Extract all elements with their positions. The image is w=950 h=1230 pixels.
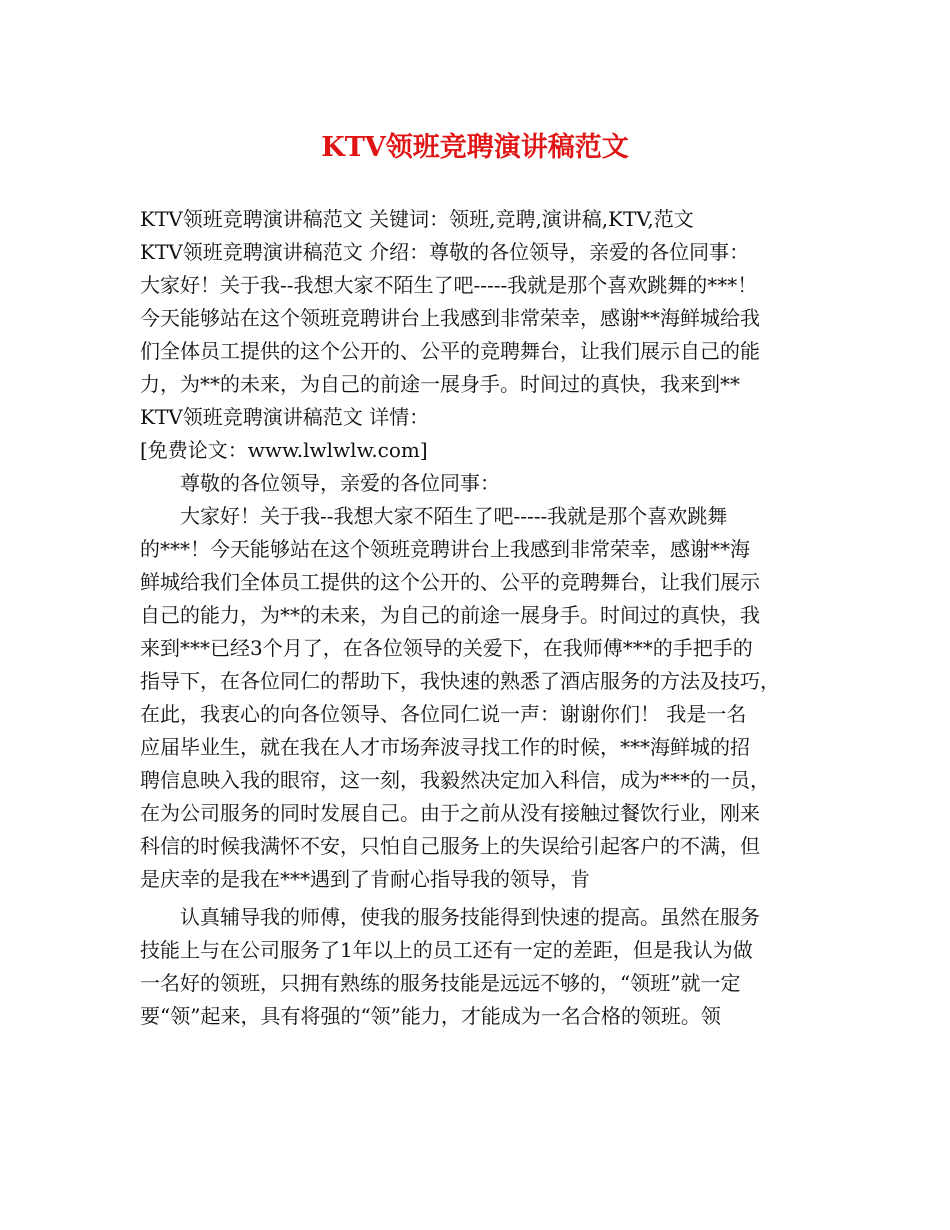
- text-line: 在为公司服务的同时发展自己。由于之前从没有接触过餐饮行业，刚来: [140, 801, 760, 825]
- text-line: 在此，我衷心的向各位领导、各位同仁说一声：谢谢你们！ 我是一名: [140, 702, 747, 726]
- text-line: 技能上与在公司服务了1年以上的员工还有一定的差距，但是我认为做: [140, 938, 753, 962]
- text-line: 的***！今天能够站在这个领班竞聘讲台上我感到非常荣幸，感谢**海: [140, 537, 750, 561]
- text-line: 们全体员工提供的这个公开的、公平的竞聘舞台，让我们展示自己的能: [140, 339, 760, 363]
- text-line: 大家好！关于我--我想大家不陌生了吧-----我就是那个喜欢跳舞的***！: [140, 273, 758, 297]
- text-line: 鲜城给我们全体员工提供的这个公开的、公平的竞聘舞台，让我们展示: [140, 570, 760, 594]
- text-line: 是庆幸的是我在***遇到了肯耐心指导我的领导，肯: [140, 867, 590, 891]
- document-body: [140, 203, 812, 1033]
- text-line: 尊敬的各位领导，亲爱的各位同事：: [180, 471, 500, 495]
- text-line: 大家好！关于我--我想大家不陌生了吧-----我就是那个喜欢跳舞: [180, 504, 728, 528]
- text-line: 今天能够站在这个领班竞聘讲台上我感到非常荣幸，感谢**海鲜城给我: [140, 306, 760, 330]
- text-line: 要“领”起来，具有将强的“领”能力，才能成为一名合格的领班。领: [140, 1004, 721, 1028]
- text-line: KTV领班竞聘演讲稿范文 关键词：领班,竞聘,演讲稿,KTV,范文: [140, 207, 694, 231]
- text-line: 力，为**的未来，为自己的前途一展身手。时间过的真快，我来到**: [140, 372, 740, 396]
- text-line: 指导下，在各位同仁的帮助下，我快速的熟悉了酒店服务的方法及技巧，: [140, 669, 780, 693]
- text-line: 科信的时候我满怀不安，只怕自己服务上的失误给引起客户的不满，但: [140, 834, 760, 858]
- text-line: 自己的能力，为**的未来，为自己的前途一展身手。时间过的真快，我: [140, 603, 760, 627]
- text-line: [免费论文：www.lwlwlw.com]: [140, 438, 428, 462]
- text-line: 认真辅导我的师傅，使我的服务技能得到快速的提高。虽然在服务: [180, 905, 760, 929]
- text-line: KTV领班竞聘演讲稿范文 详情：: [140, 405, 430, 429]
- text-line: 聘信息映入我的眼帘，这一刻，我毅然决定加入科信，成为***的一员，: [140, 768, 770, 792]
- document-title: KTV领班竞聘演讲稿范文: [321, 132, 629, 163]
- text-line: 一名好的领班，只拥有熟练的服务技能是远远不够的，“领班”就一定: [140, 971, 741, 995]
- text-line: 来到***已经3个月了，在各位领导的关爱下，在我师傅***的手把手的: [140, 636, 753, 660]
- text-line: 应届毕业生，就在我在人才市场奔波寻找工作的时候，***海鲜城的招: [140, 735, 750, 759]
- text-line: KTV领班竞聘演讲稿范文 介绍：尊敬的各位领导，亲爱的各位同事：: [140, 240, 750, 264]
